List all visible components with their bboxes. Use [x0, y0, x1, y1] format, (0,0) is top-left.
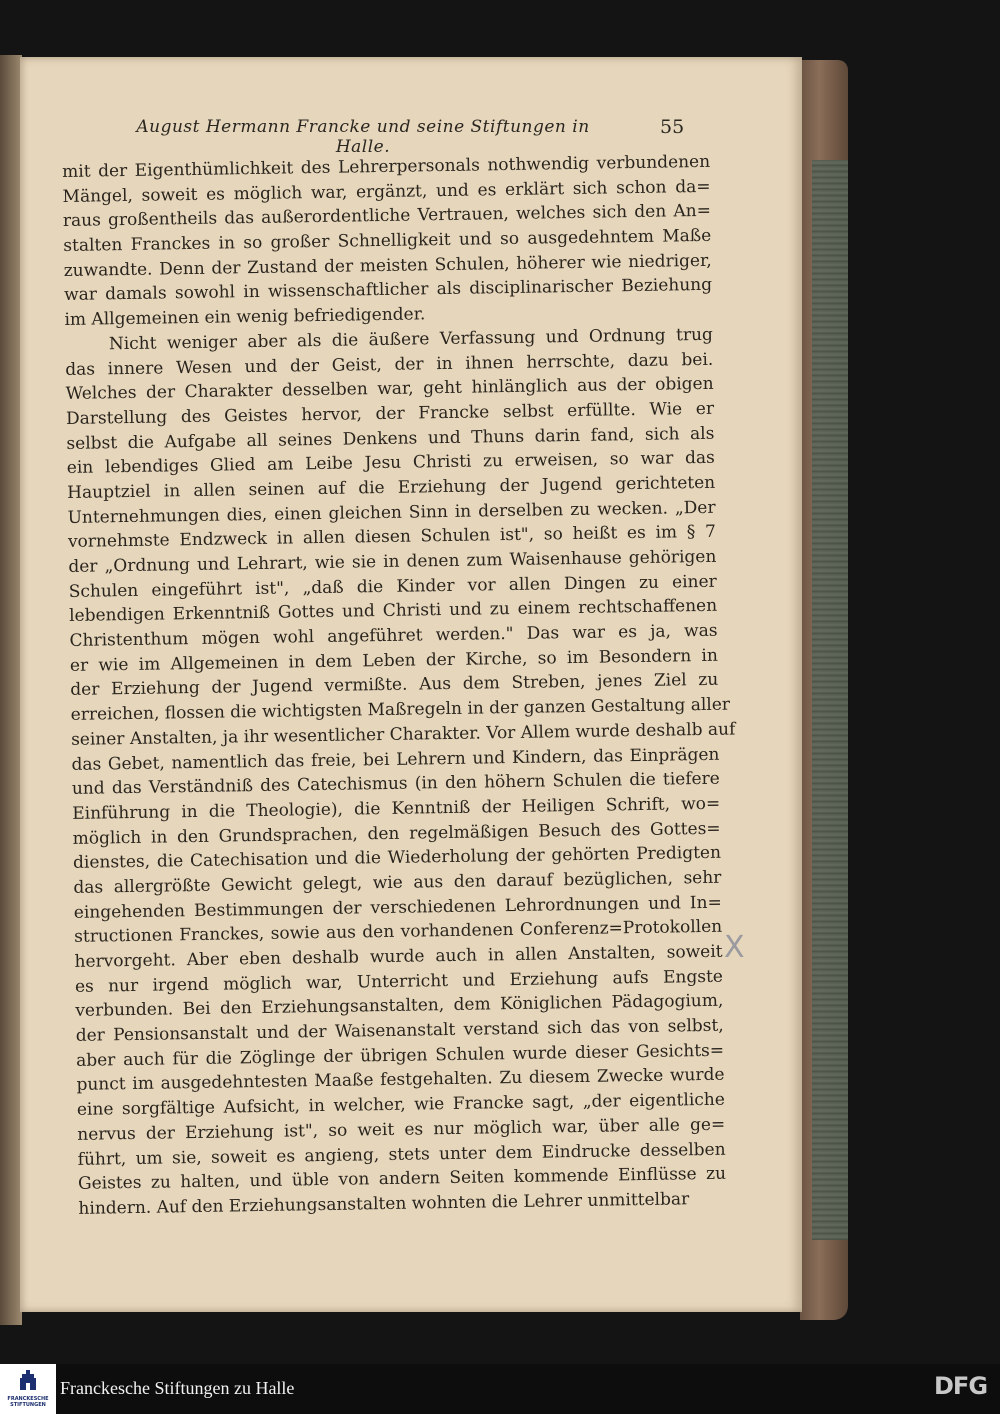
text-line: das Gebet, namentlich das freie, bei Lehrern und Kindern, das Einprägen: [71, 744, 720, 775]
text-line: hindern. Auf den Erziehungsanstalten wohnten die Lehrer unmittelbar: [78, 1189, 690, 1219]
text-line: Christenthum mögen wohl angeführet werden." Das war es ja, was: [69, 620, 718, 652]
text-line: nervus der Erziehung ist", so weit es nur möglich war, über alle ge=: [77, 1114, 726, 1145]
dfg-logo[interactable]: DFG: [934, 1372, 988, 1400]
running-title: August Hermann Francke und seine Stiftungen in Halle.: [136, 117, 590, 157]
logo-emblem-icon: [19, 1370, 37, 1392]
text-line: hervorgeht. Aber eben deshalb wurde auch in allen Anstalten, soweit: [74, 941, 723, 972]
text-line: Schulen eingeführt ist", „daß die Kinder vor allen Dingen zu einer: [68, 571, 717, 602]
text-line: eingehenden Bestimmungen der verschiedenen Lehrordnungen und In=: [73, 892, 722, 923]
text-line: stalten Franckes in so großer Schnelligkeit und so ausgedehntem Maße: [63, 225, 712, 257]
text-line: Hauptziel in allen seinen auf die Erziehung der Jugend gerichteten: [67, 472, 716, 503]
text-line: er wie im Allgemeinen in dem Leben der Kirche, so im Besondern in: [69, 645, 719, 676]
text-line: selbst die Aufgabe all seines Denkens und Thuns darin fand, sich als: [66, 423, 715, 454]
text-line: seiner Anstalten, ja ihr wesentlicher Charakter. Vor Allem wurde deshalb auf: [70, 719, 736, 750]
text-line: aber auch für die Zöglinge der übrigen Schulen wurde dieser Gesichts=: [75, 1040, 725, 1071]
book-page-edges: [812, 160, 848, 1240]
text-line: das allergrößte Gewicht gelegt, wie aus den darauf bezüglichen, sehr: [73, 867, 722, 898]
text-line: führt, um sie, soweit es angieng, stets unter dem Eindrucke desselben: [77, 1139, 726, 1170]
text-line: Geistes zu halten, und üble von andern Seiten kommende Einflüsse zu: [77, 1163, 727, 1195]
text-line: es nur irgend möglich war, Unterricht und Erziehung aufs Engste: [74, 966, 724, 997]
text-line: eine sorgfältige Aufsicht, in welcher, wie Francke sagt, „der eigentliche: [76, 1089, 726, 1121]
text-line: mit der Eigenthümlichkeit des Lehrerpersonals nothwendig verbundenen: [62, 151, 711, 182]
text-line: lebendigen Erkenntniß Gottes und Christi und zu einem rechtschaffenen: [69, 596, 718, 627]
text-line: verbunden. Bei den Erziehungsanstalten, dem Königlichen Pädagogium,: [75, 991, 724, 1022]
text-line: Mängel, soweit es möglich war, ergänzt, und es erklärt sich schon da=: [62, 176, 711, 207]
text-line: möglich in den Grundsprachen, den regelmäßigen Besuch des Gottes=: [72, 818, 721, 849]
text-line: erreichen, flossen die wichtigsten Maßregeln in der ganzen Gestaltung aller: [70, 694, 731, 726]
body-text: [62, 150, 736, 1222]
text-line: structionen Franckes, sowie aus den vorhandenen Conferenz=Protokollen: [74, 917, 723, 948]
footer-title-link[interactable]: Franckesche Stiftungen zu Halle: [60, 1378, 295, 1398]
text-line: dienstes, die Catechisation und die Wiederholung der gehörten Predigten: [72, 842, 722, 874]
text-line: punct im ausgedehntesten Maaße festgehalten. Zu diesem Zwecke wurde: [76, 1065, 725, 1096]
text-line: Welches der Charakter desselben war, geht hinlänglich aus der obigen: [65, 373, 714, 405]
book-spine-left: [0, 55, 22, 1325]
text-line: und das Verständniß des Catechismus (in den höhern Schulen die tiefere: [71, 768, 720, 800]
text-line: Einführung in die Theologie), die Kenntniß der Heiligen Schrift, wo=: [72, 793, 721, 824]
text-line: der Pensionsanstalt und der Waisenanstalt verstand sich das von selbst,: [75, 1015, 724, 1046]
margin-mark: X: [724, 930, 745, 965]
text-line: das innere Wesen und der Geist, der in ihnen herrschte, dazu bei.: [65, 349, 714, 380]
text-line: raus großentheils das außerordentliche Vertrauen, welches sich den An=: [62, 201, 712, 232]
text-line: der Erziehung der Jugend vermißte. Aus dem Streben, jenes Ziel zu: [70, 670, 719, 701]
text-line: war damals sowohl in wissenschaftlicher als disciplinarischer Beziehung: [63, 275, 713, 306]
text-line: der „Ordnung und Lehrart, wie sie in denen zum Waisenhause gehörigen: [68, 546, 717, 577]
text-line: Nicht weniger aber als die äußere Verfassung und Ordnung trug: [108, 324, 713, 355]
text-line: zuwandte. Denn der Zustand der meisten Schulen, höherer wie niedriger,: [63, 250, 712, 281]
text-line: im Allgemeinen ein wenig befriedigender.: [64, 304, 426, 331]
text-line: vornehmste Endzweck in allen diesen Schulen ist", so heißt es im § 7: [67, 522, 717, 553]
text-line: Darstellung des Geistes hervor, der Francke selbst erfüllte. Wie er: [65, 398, 715, 429]
text-line: Unternehmungen dies, einen gleichen Sinn in derselben zu wecken. „Der: [67, 497, 716, 528]
page-number: 55: [660, 116, 685, 138]
logo-text: FRANCKESCHE STIFTUNGEN: [7, 1396, 49, 1408]
text-line: ein lebendiges Glied am Leibe Jesu Christi zu erweisen, so war das: [66, 448, 715, 479]
